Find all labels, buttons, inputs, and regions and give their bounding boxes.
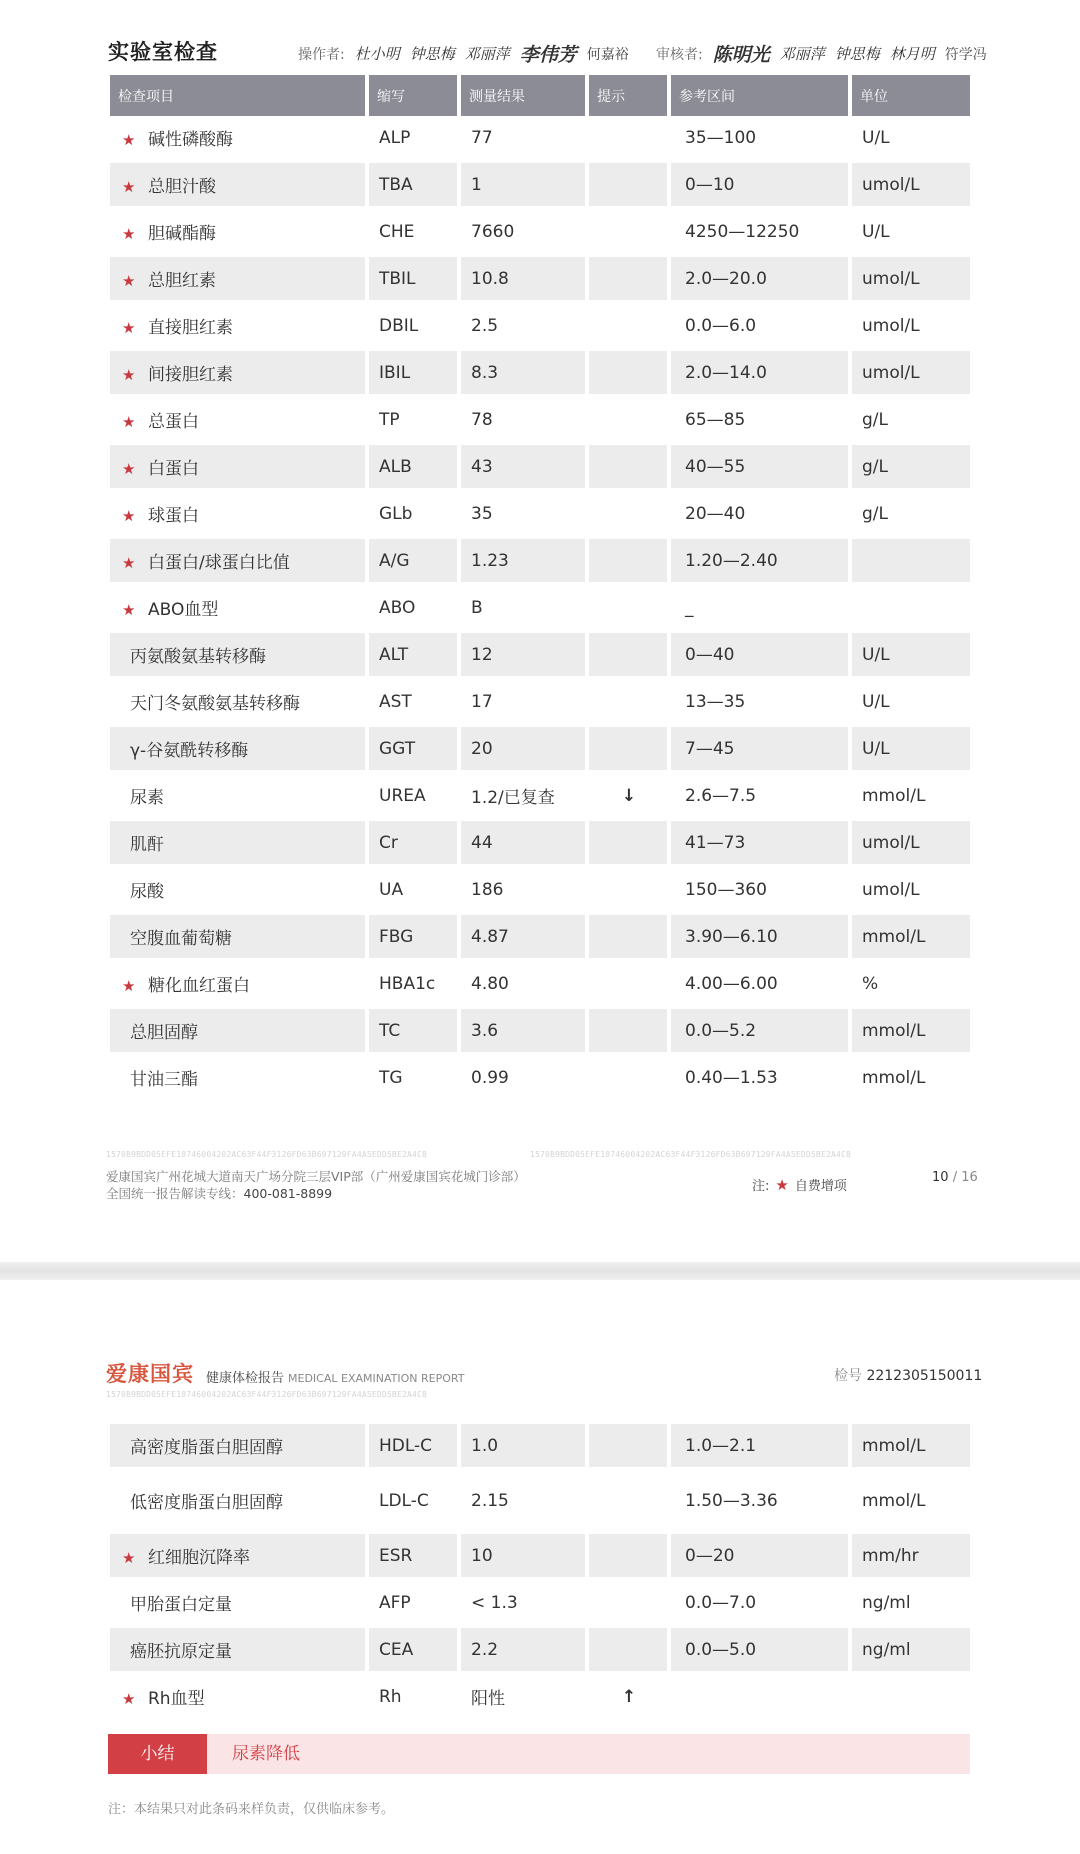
hint-indicator: [589, 962, 667, 1009]
reviewers-label: 审核者:: [656, 46, 703, 63]
item-name-cell: [110, 398, 365, 445]
result-value: 20: [461, 727, 585, 774]
reference-range: 41—73: [671, 821, 848, 868]
item-name-cell: [110, 116, 365, 163]
hint-indicator: [589, 539, 667, 586]
item-name: 胆碱酯酶: [148, 224, 216, 244]
item-name: 空腹血葡萄糖: [130, 929, 232, 949]
unit: U/L: [852, 633, 970, 680]
unit: [852, 1675, 970, 1722]
unit: umol/L: [852, 163, 970, 210]
reference-range: 2.0—20.0: [671, 257, 848, 304]
item-name-cell: [110, 351, 365, 398]
page-total: / 16: [952, 1170, 978, 1185]
reference-range: 1.0—2.1: [671, 1424, 848, 1471]
page-current: 10: [932, 1170, 949, 1185]
operator-signature-4: 李伟芳: [519, 44, 577, 66]
result-value: 1.0: [461, 1424, 585, 1471]
hint-indicator: [589, 210, 667, 257]
star-icon: ★: [122, 977, 136, 995]
hint-indicator: [589, 304, 667, 351]
result-value: 2.15: [461, 1471, 585, 1534]
result-value: 4.80: [461, 962, 585, 1009]
reference-range: 0.0—5.0: [671, 1628, 848, 1675]
hotline-number: 400-081-8899: [243, 1186, 333, 1201]
arrow-down-icon: ↓: [589, 774, 667, 821]
result-value: 3.6: [461, 1009, 585, 1056]
unit: mmol/L: [852, 1056, 970, 1103]
reference-range: 0—20: [671, 1534, 848, 1581]
abbreviation: IBIL: [369, 351, 457, 398]
note-label: 注:: [752, 1179, 770, 1194]
result-value: 8.3: [461, 351, 585, 398]
disclaimer: 注：本结果只对此条码来样负责，仅供临床参考。: [108, 1802, 395, 1817]
item-name-cell: [110, 868, 365, 915]
item-name-cell: [110, 633, 365, 680]
operator-printed-name: 何嘉裕: [586, 46, 629, 63]
table-row: [110, 398, 970, 445]
unit: mmol/L: [852, 915, 970, 962]
hint-indicator: [589, 1628, 667, 1675]
operator-signature-3: 邓丽萍: [464, 45, 510, 63]
summary-text: 尿素降低: [232, 1744, 300, 1764]
abbreviation: ESR: [369, 1534, 457, 1581]
table-row: [110, 163, 970, 210]
header-item: 检查项目: [110, 75, 365, 116]
unit: g/L: [852, 398, 970, 445]
result-value: 77: [461, 116, 585, 163]
lab-results-table: [106, 75, 974, 1103]
table-row: [110, 1534, 970, 1581]
item-name-cell: [110, 821, 365, 868]
abbreviation: Cr: [369, 821, 457, 868]
result-value: 4.87: [461, 915, 585, 962]
abbreviation: UREA: [369, 774, 457, 821]
unit: [852, 586, 970, 633]
abbreviation: DBIL: [369, 304, 457, 351]
hint-indicator: [589, 1009, 667, 1056]
star-icon: ★: [122, 131, 136, 149]
table-row: [110, 821, 970, 868]
item-name-cell: [110, 1424, 365, 1471]
item-name: 癌胚抗原定量: [130, 1642, 232, 1662]
result-value: 阳性: [461, 1675, 585, 1722]
item-name: 总蛋白: [148, 412, 199, 432]
star-icon: ★: [122, 272, 136, 290]
lab-results-body: [110, 116, 970, 1103]
item-name: 白蛋白/球蛋白比值: [148, 553, 290, 573]
result-value: < 1.3: [461, 1581, 585, 1628]
item-name: 甘油三酯: [130, 1070, 198, 1090]
reference-range: 150—360: [671, 868, 848, 915]
reference-range: 4.00—6.00: [671, 962, 848, 1009]
hint-indicator: [589, 1534, 667, 1581]
item-name-cell: [110, 915, 365, 962]
abbreviation: TG: [369, 1056, 457, 1103]
star-icon: ★: [122, 1549, 136, 1567]
result-value: 0.99: [461, 1056, 585, 1103]
footer-address-block: [106, 1168, 526, 1202]
reference-range: 65—85: [671, 398, 848, 445]
operator-signature-1: 杜小明: [354, 45, 400, 63]
star-icon: ★: [122, 319, 136, 337]
hint-indicator: [589, 727, 667, 774]
hint-indicator: [589, 351, 667, 398]
report-title: [206, 1367, 464, 1386]
exam-number-label: 检号: [834, 1368, 862, 1384]
unit: U/L: [852, 210, 970, 257]
unit: umol/L: [852, 257, 970, 304]
abbreviation: GLb: [369, 492, 457, 539]
abbreviation: TBIL: [369, 257, 457, 304]
item-name-cell: [110, 962, 365, 1009]
item-name: 天门冬氨酸氨基转移酶: [130, 694, 300, 714]
star-icon: ★: [122, 1690, 136, 1708]
item-name: ABO血型: [148, 600, 219, 620]
reference-range: 0.0—5.2: [671, 1009, 848, 1056]
result-value: 10.8: [461, 257, 585, 304]
reviewer-printed-name: 符学冯: [944, 46, 987, 63]
reference-range: 13—35: [671, 680, 848, 727]
table-row: [110, 492, 970, 539]
reference-range: 0—10: [671, 163, 848, 210]
item-name: 总胆固醇: [130, 1023, 198, 1043]
reviewer-signature-3: 钟思梅: [834, 45, 880, 63]
barcode-hash-2: 1570B9BDD05EFE18746004202AC63F44F3126FD63B607129FA4A5EDD5BE2A4C8: [530, 1150, 852, 1159]
result-value: B: [461, 586, 585, 633]
item-name-cell: [110, 1675, 365, 1722]
unit: U/L: [852, 680, 970, 727]
abbreviation: TBA: [369, 163, 457, 210]
abbreviation: LDL-C: [369, 1471, 457, 1534]
star-icon: ★: [122, 507, 136, 525]
reference-range: 3.90—6.10: [671, 915, 848, 962]
operator-signature-2: 钟思梅: [409, 45, 455, 63]
report-title-cn: 健康体检报告: [206, 1371, 285, 1386]
arrow-up-icon: ↑: [589, 1675, 667, 1722]
exam-number: [834, 1365, 982, 1385]
reviewer-signature-4: 林月明: [889, 45, 935, 63]
reference-range: 2.6—7.5: [671, 774, 848, 821]
abbreviation: HDL-C: [369, 1424, 457, 1471]
reference-range: 35—100: [671, 116, 848, 163]
item-name: 尿酸: [130, 882, 164, 902]
hotline-label: 全国统一报告解读专线：: [106, 1186, 244, 1201]
reference-range: _: [671, 586, 848, 633]
table-header-row: [110, 75, 970, 116]
hint-indicator: [589, 492, 667, 539]
item-name-cell: [110, 774, 365, 821]
reference-range: 40—55: [671, 445, 848, 492]
reference-range: 0—40: [671, 633, 848, 680]
star-icon: ★: [775, 1175, 789, 1194]
reference-range: 4250—12250: [671, 210, 848, 257]
result-value: 1.23: [461, 539, 585, 586]
result-value: 12: [461, 633, 585, 680]
header-unit: 单位: [852, 75, 970, 116]
result-value: 10: [461, 1534, 585, 1581]
item-name-cell: [110, 1534, 365, 1581]
item-name: 总胆红素: [148, 271, 216, 291]
item-name-cell: [110, 727, 365, 774]
hint-indicator: [589, 1471, 667, 1534]
abbreviation: ALP: [369, 116, 457, 163]
unit: mm/hr: [852, 1534, 970, 1581]
item-name-cell: [110, 163, 365, 210]
result-value: 186: [461, 868, 585, 915]
item-name-cell: [110, 304, 365, 351]
table-row: [110, 1675, 970, 1722]
hint-indicator: [589, 1056, 667, 1103]
table-row: [110, 1056, 970, 1103]
table-row: [110, 1424, 970, 1471]
unit: g/L: [852, 492, 970, 539]
item-name-cell: [110, 1628, 365, 1675]
unit: mmol/L: [852, 1424, 970, 1471]
reference-range: 0.0—7.0: [671, 1581, 848, 1628]
star-icon: ★: [122, 554, 136, 572]
unit: ng/ml: [852, 1581, 970, 1628]
item-name-cell: [110, 1471, 365, 1534]
abbreviation: GGT: [369, 727, 457, 774]
result-value: 1.2/已复查: [461, 774, 585, 821]
abbreviation: ALB: [369, 445, 457, 492]
item-name: 间接胆红素: [148, 365, 233, 385]
result-value: 35: [461, 492, 585, 539]
table-row: [110, 257, 970, 304]
table-row: [110, 962, 970, 1009]
table-row: [110, 633, 970, 680]
hint-indicator: [589, 257, 667, 304]
hint-indicator: [589, 821, 667, 868]
unit: mmol/L: [852, 1009, 970, 1056]
lab-results-body-continued: [110, 1424, 970, 1722]
table-row: [110, 1628, 970, 1675]
table-row: [110, 680, 970, 727]
item-name: 直接胆红素: [148, 318, 233, 338]
hint-indicator: [589, 163, 667, 210]
operators-label: 操作者:: [298, 46, 345, 63]
abbreviation: ABO: [369, 586, 457, 633]
unit: ng/ml: [852, 1628, 970, 1675]
hint-indicator: [589, 633, 667, 680]
unit: mmol/L: [852, 1471, 970, 1534]
star-icon: ★: [122, 366, 136, 384]
item-name-cell: [110, 680, 365, 727]
hint-indicator: [589, 1424, 667, 1471]
summary-bar: [108, 1734, 970, 1774]
result-value: 44: [461, 821, 585, 868]
item-name: 红细胞沉降率: [148, 1548, 250, 1568]
unit: U/L: [852, 116, 970, 163]
hint-indicator: [589, 586, 667, 633]
reference-range: 1.20—2.40: [671, 539, 848, 586]
item-name-cell: [110, 210, 365, 257]
hint-indicator: [589, 1581, 667, 1628]
item-name: 球蛋白: [148, 506, 199, 526]
item-name: 丙氨酸氨基转移酶: [130, 647, 266, 667]
item-name-cell: [110, 492, 365, 539]
reviewers-signatures: [656, 40, 987, 67]
item-name-cell: [110, 445, 365, 492]
barcode-hash-1: 1570B9BDD05EFE18746004202AC63F44F3126FD63B607129FA4A5EDD5BE2A4C8: [106, 1150, 428, 1159]
result-value: 2.2: [461, 1628, 585, 1675]
star-icon: ★: [122, 460, 136, 478]
item-name: 糖化血红蛋白: [148, 976, 250, 996]
unit: U/L: [852, 727, 970, 774]
note-text: 自费增项: [794, 1179, 847, 1194]
item-name-cell: [110, 1009, 365, 1056]
hint-indicator: [589, 445, 667, 492]
abbreviation: TC: [369, 1009, 457, 1056]
table-row: [110, 727, 970, 774]
reference-range: 0.0—6.0: [671, 304, 848, 351]
reviewer-signature-1: 陈明光: [712, 44, 770, 66]
item-name-cell: [110, 257, 365, 304]
result-value: 7660: [461, 210, 585, 257]
table-row: [110, 351, 970, 398]
abbreviation: ALT: [369, 633, 457, 680]
reviewer-signature-2: 邓丽萍: [779, 45, 825, 63]
reference-range: 2.0—14.0: [671, 351, 848, 398]
item-name: 尿素: [130, 788, 164, 808]
hint-indicator: [589, 398, 667, 445]
item-name: 碱性磷酸酶: [148, 130, 233, 150]
result-value: 43: [461, 445, 585, 492]
abbreviation: Rh: [369, 1675, 457, 1722]
summary-tag: 小结: [108, 1734, 207, 1774]
hint-indicator: [589, 915, 667, 962]
star-icon: ★: [122, 413, 136, 431]
hint-indicator: [589, 116, 667, 163]
unit: umol/L: [852, 351, 970, 398]
reference-range: 20—40: [671, 492, 848, 539]
result-value: 17: [461, 680, 585, 727]
result-value: 2.5: [461, 304, 585, 351]
item-name-cell: [110, 1581, 365, 1628]
unit: umol/L: [852, 868, 970, 915]
table-row: [110, 445, 970, 492]
abbreviation: CEA: [369, 1628, 457, 1675]
table-row: [110, 586, 970, 633]
table-row: [110, 539, 970, 586]
abbreviation: AFP: [369, 1581, 457, 1628]
item-name: 总胆汁酸: [148, 177, 216, 197]
table-row: [110, 210, 970, 257]
unit: umol/L: [852, 821, 970, 868]
reference-range: 1.50—3.36: [671, 1471, 848, 1534]
reference-range: 7—45: [671, 727, 848, 774]
abbreviation: UA: [369, 868, 457, 915]
item-name: Rh血型: [148, 1689, 205, 1709]
page-number: [932, 1170, 978, 1185]
report-title-en: MEDICAL EXAMINATION REPORT: [288, 1372, 465, 1385]
unit: %: [852, 962, 970, 1009]
result-value: 78: [461, 398, 585, 445]
item-name: 肌酐: [130, 835, 164, 855]
table-row: [110, 915, 970, 962]
header-abbr: 缩写: [369, 75, 457, 116]
unit: mmol/L: [852, 774, 970, 821]
abbreviation: CHE: [369, 210, 457, 257]
reference-range: 0.40—1.53: [671, 1056, 848, 1103]
star-icon: ★: [122, 225, 136, 243]
table-row: [110, 116, 970, 163]
table-row: [110, 1009, 970, 1056]
star-icon: ★: [122, 178, 136, 196]
table-row: [110, 1581, 970, 1628]
lab-results-table-continued: [106, 1424, 974, 1722]
abbreviation: A/G: [369, 539, 457, 586]
footnote-legend: [752, 1175, 847, 1194]
page-separator: [0, 1262, 1080, 1280]
item-name: 甲胎蛋白定量: [130, 1595, 232, 1615]
header-hint: 提示: [589, 75, 667, 116]
footer-hotline: [106, 1185, 526, 1202]
header-reference: 参考区间: [671, 75, 848, 116]
item-name: 低密度脂蛋白胆固醇: [130, 1493, 283, 1513]
unit: [852, 539, 970, 586]
abbreviation: HBA1c: [369, 962, 457, 1009]
header-result: 测量结果: [461, 75, 585, 116]
item-name-cell: [110, 1056, 365, 1103]
hint-indicator: [589, 680, 667, 727]
table-row: [110, 774, 970, 821]
item-name-cell: [110, 539, 365, 586]
reference-range: [671, 1675, 848, 1722]
brand-logo: 爱康国宾: [106, 1362, 194, 1386]
item-name-cell: [110, 586, 365, 633]
section-title: 实验室检查: [108, 40, 218, 64]
footer-address: 爱康国宾广州花城大道南天广场分院三层VIP部（广州爱康国宾花城门诊部）: [106, 1169, 526, 1184]
table-row: [110, 868, 970, 915]
abbreviation: AST: [369, 680, 457, 727]
unit: umol/L: [852, 304, 970, 351]
star-icon: ★: [122, 601, 136, 619]
table-row: [110, 1471, 970, 1534]
result-value: 1: [461, 163, 585, 210]
item-name: 高密度脂蛋白胆固醇: [130, 1438, 283, 1458]
item-name: γ-谷氨酰转移酶: [130, 741, 249, 761]
exam-number-value: 2212305150011: [866, 1368, 983, 1384]
abbreviation: FBG: [369, 915, 457, 962]
table-row: [110, 304, 970, 351]
unit: g/L: [852, 445, 970, 492]
hint-indicator: [589, 868, 667, 915]
operators-signatures: [298, 40, 629, 67]
abbreviation: TP: [369, 398, 457, 445]
item-name: 白蛋白: [148, 459, 199, 479]
barcode-hash-3: 1570B9BDD05EFE18746004202AC63F44F3126FD63B607129FA4A5EDD5BE2A4C8: [106, 1390, 428, 1399]
